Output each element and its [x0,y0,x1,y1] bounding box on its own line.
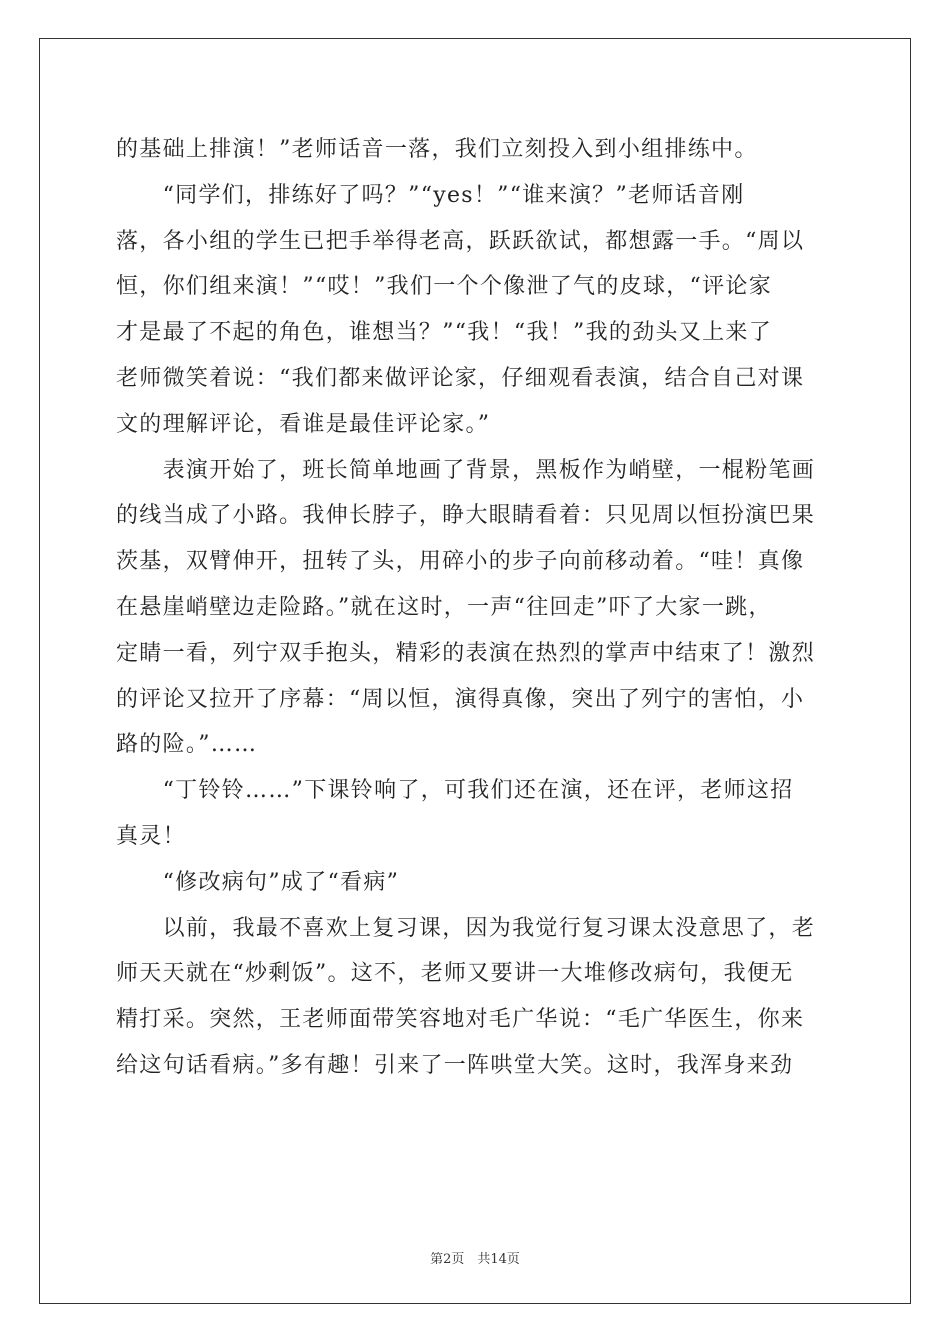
text-line: 路的险。”…… [116,732,258,758]
text-line: 在悬崖峭壁边走险路。”就在这时，一声“往回走”吓了大家一跳， [116,594,772,620]
text-line: 茨基，双臂伸开，扭转了头，用碎小的步子向前移动着。“哇！真像 [116,549,805,575]
text-line: 老师微笑着说：“我们都来做评论家，仔细观看表演，结合自己对课 [116,365,805,391]
text-line: 以前，我最不喜欢上复习课，因为我觉行复习课太没意思了，老 [116,915,816,941]
page-footer [0,1248,950,1267]
text-line: 文的理解评论，看谁是最佳评论家。” [116,411,491,437]
text-line: “同学们，排练好了吗？”“yes！”“谁来演？”老师话音刚 [116,182,745,208]
section-heading: “修改病句”成了“看病” [116,869,400,895]
text-line: 才是最了不起的角色，谁想当？”“我！“我！”我的劲头又上来了 [116,320,772,346]
text-line: “丁铃铃……”下课铃响了，可我们还在演，还在评，老师这招 [116,778,794,804]
page-number: 第2页 共14页 [430,1252,520,1267]
text-line: 表演开始了，班长简单地画了背景，黑板作为峭壁，一棍粉笔画 [116,457,816,483]
text-line: 师天天就在“炒剩饭”。这不，老师又要讲一大堆修改病句，我便无 [116,961,794,987]
text-line: 的评论又拉开了序幕：“周以恒，演得真像，突出了列宁的害怕，小 [116,686,805,712]
text-line: 定睛一看，列宁双手抱头，精彩的表演在热烈的掌声中结束了！激烈 [116,640,816,666]
text-line: 落，各小组的学生已把手举得老高，跃跃欲试，都想露一手。“周以 [116,228,805,254]
text-line: 精打采。突然，王老师面带笑容地对毛广华说：“毛广华医生，你来 [116,1007,805,1033]
text-line: 的基础上排演！”老师话音一落，我们立刻投入到小组排练中。 [116,137,758,162]
text-line: 真灵！ [116,823,186,849]
text-line: 恒，你们组来演！”“哎！”我们一个个像泄了气的皮球，“评论家 [116,274,772,300]
document-body [116,127,836,1089]
text-line: 的线当成了小路。我伸长脖子，睁大眼睛看着：只见周以恒扮演巴果 [116,503,816,529]
text-line: 给这句话看病。”多有趣！引来了一阵哄堂大笑。这时，我浑身来劲 [116,1052,794,1078]
